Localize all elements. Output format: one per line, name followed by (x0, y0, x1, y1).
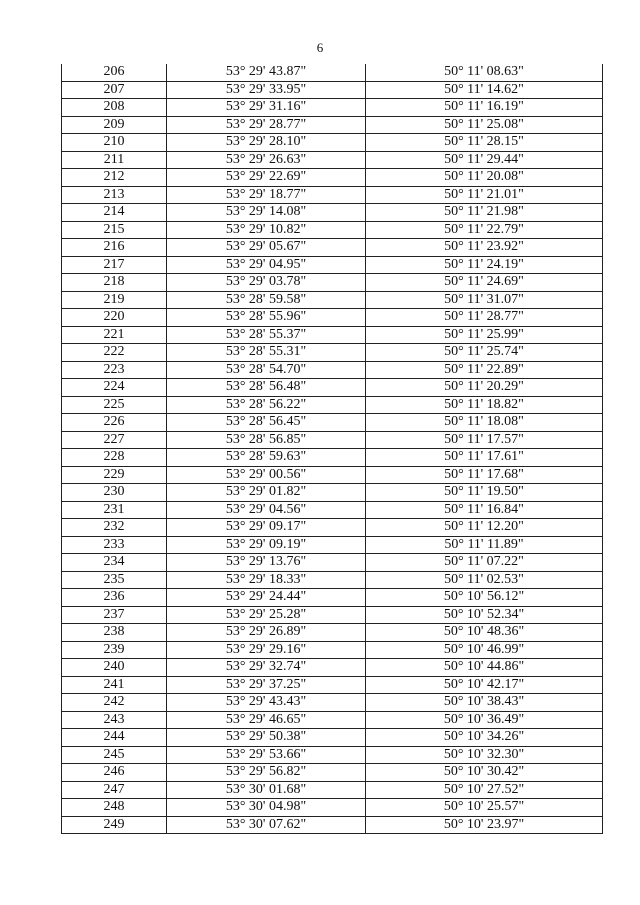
longitude-cell: 50° 11' 18.82" (366, 396, 603, 414)
longitude-cell: 50° 11' 21.98" (366, 204, 603, 222)
latitude-cell: 53° 29' 29.16" (167, 641, 366, 659)
longitude-cell: 50° 11' 28.77" (366, 309, 603, 327)
longitude-cell: 50° 11' 17.68" (366, 466, 603, 484)
latitude-cell: 53° 29' 09.19" (167, 536, 366, 554)
longitude-cell: 50° 11' 16.84" (366, 501, 603, 519)
latitude-cell: 53° 29' 04.95" (167, 256, 366, 274)
latitude-cell: 53° 29' 25.28" (167, 606, 366, 624)
point-number-cell: 225 (62, 396, 167, 414)
table-row (62, 484, 603, 502)
table-row (62, 309, 603, 327)
latitude-cell: 53° 29' 50.38" (167, 729, 366, 747)
latitude-cell: 53° 29' 26.89" (167, 624, 366, 642)
table-row (62, 816, 603, 834)
longitude-cell: 50° 10' 25.57" (366, 799, 603, 817)
longitude-cell: 50° 11' 29.44" (366, 151, 603, 169)
longitude-cell: 50° 11' 20.29" (366, 379, 603, 397)
point-number-cell: 245 (62, 746, 167, 764)
point-number-cell: 235 (62, 571, 167, 589)
longitude-cell: 50° 10' 23.97" (366, 816, 603, 834)
table-row (62, 746, 603, 764)
point-number-cell: 219 (62, 291, 167, 309)
latitude-cell: 53° 29' 18.77" (167, 186, 366, 204)
point-number-cell: 222 (62, 344, 167, 362)
table-row (62, 659, 603, 677)
latitude-cell: 53° 28' 55.31" (167, 344, 366, 362)
longitude-cell: 50° 10' 48.36" (366, 624, 603, 642)
table-row (62, 554, 603, 572)
point-number-cell: 223 (62, 361, 167, 379)
latitude-cell: 53° 29' 09.17" (167, 519, 366, 537)
latitude-cell: 53° 29' 22.69" (167, 169, 366, 187)
table-row (62, 151, 603, 169)
point-number-cell: 230 (62, 484, 167, 502)
table-row (62, 116, 603, 134)
longitude-cell: 50° 10' 42.17" (366, 676, 603, 694)
point-number-cell: 239 (62, 641, 167, 659)
table-row (62, 519, 603, 537)
page-number: 6 (316, 40, 324, 55)
point-number-cell: 247 (62, 781, 167, 799)
table-row (62, 361, 603, 379)
latitude-cell: 53° 28' 56.22" (167, 396, 366, 414)
longitude-cell: 50° 10' 34.26" (366, 729, 603, 747)
longitude-cell: 50° 10' 27.52" (366, 781, 603, 799)
longitude-cell: 50° 10' 38.43" (366, 694, 603, 712)
point-number-cell: 246 (62, 764, 167, 782)
table-row (62, 239, 603, 257)
point-number-cell: 208 (62, 99, 167, 117)
latitude-cell: 53° 29' 56.82" (167, 764, 366, 782)
point-number-cell: 213 (62, 186, 167, 204)
point-number-cell: 242 (62, 694, 167, 712)
longitude-cell: 50° 11' 17.61" (366, 449, 603, 467)
table-row (62, 589, 603, 607)
table-row (62, 641, 603, 659)
latitude-cell: 53° 29' 10.82" (167, 221, 366, 239)
longitude-cell: 50° 11' 19.50" (366, 484, 603, 502)
point-number-cell: 234 (62, 554, 167, 572)
coordinates-table (61, 64, 603, 834)
table-row (62, 571, 603, 589)
latitude-cell: 53° 29' 05.67" (167, 239, 366, 257)
latitude-cell: 53° 29' 01.82" (167, 484, 366, 502)
latitude-cell: 53° 28' 55.37" (167, 326, 366, 344)
point-number-cell: 231 (62, 501, 167, 519)
latitude-cell: 53° 28' 56.85" (167, 431, 366, 449)
coordinates-table-body (62, 64, 603, 834)
table-row (62, 134, 603, 152)
latitude-cell: 53° 29' 28.77" (167, 116, 366, 134)
latitude-cell: 53° 29' 24.44" (167, 589, 366, 607)
latitude-cell: 53° 30' 01.68" (167, 781, 366, 799)
point-number-cell: 207 (62, 81, 167, 99)
table-row (62, 204, 603, 222)
table-row (62, 431, 603, 449)
table-row (62, 344, 603, 362)
table-row (62, 396, 603, 414)
latitude-cell: 53° 29' 13.76" (167, 554, 366, 572)
point-number-cell: 226 (62, 414, 167, 432)
point-number-cell: 237 (62, 606, 167, 624)
point-number-cell: 215 (62, 221, 167, 239)
table-row (62, 291, 603, 309)
table-row (62, 99, 603, 117)
point-number-cell: 221 (62, 326, 167, 344)
latitude-cell: 53° 29' 00.56" (167, 466, 366, 484)
point-number-cell: 220 (62, 309, 167, 327)
point-number-cell: 236 (62, 589, 167, 607)
latitude-cell: 53° 29' 43.43" (167, 694, 366, 712)
point-number-cell: 232 (62, 519, 167, 537)
latitude-cell: 53° 28' 55.96" (167, 309, 366, 327)
latitude-cell: 53° 29' 31.16" (167, 99, 366, 117)
point-number-cell: 227 (62, 431, 167, 449)
longitude-cell: 50° 11' 25.08" (366, 116, 603, 134)
table-row (62, 764, 603, 782)
point-number-cell: 243 (62, 711, 167, 729)
latitude-cell: 53° 28' 56.48" (167, 379, 366, 397)
longitude-cell: 50° 11' 08.63" (366, 64, 603, 81)
point-number-cell: 214 (62, 204, 167, 222)
point-number-cell: 228 (62, 449, 167, 467)
table-row (62, 221, 603, 239)
longitude-cell: 50° 11' 25.74" (366, 344, 603, 362)
longitude-cell: 50° 10' 52.34" (366, 606, 603, 624)
latitude-cell: 53° 29' 14.08" (167, 204, 366, 222)
longitude-cell: 50° 11' 16.19" (366, 99, 603, 117)
point-number-cell: 211 (62, 151, 167, 169)
table-row (62, 799, 603, 817)
table-row (62, 466, 603, 484)
table-row (62, 449, 603, 467)
latitude-cell: 53° 29' 32.74" (167, 659, 366, 677)
longitude-cell: 50° 11' 21.01" (366, 186, 603, 204)
latitude-cell: 53° 29' 04.56" (167, 501, 366, 519)
point-number-cell: 217 (62, 256, 167, 274)
latitude-cell: 53° 29' 46.65" (167, 711, 366, 729)
latitude-cell: 53° 28' 59.58" (167, 291, 366, 309)
latitude-cell: 53° 29' 33.95" (167, 81, 366, 99)
point-number-cell: 224 (62, 379, 167, 397)
longitude-cell: 50° 11' 22.79" (366, 221, 603, 239)
latitude-cell: 53° 29' 03.78" (167, 274, 366, 292)
longitude-cell: 50° 10' 56.12" (366, 589, 603, 607)
longitude-cell: 50° 11' 07.22" (366, 554, 603, 572)
point-number-cell: 206 (62, 64, 167, 81)
point-number-cell: 238 (62, 624, 167, 642)
point-number-cell: 212 (62, 169, 167, 187)
table-row (62, 501, 603, 519)
table-row (62, 64, 603, 81)
latitude-cell: 53° 29' 18.33" (167, 571, 366, 589)
longitude-cell: 50° 10' 44.86" (366, 659, 603, 677)
point-number-cell: 244 (62, 729, 167, 747)
latitude-cell: 53° 28' 54.70" (167, 361, 366, 379)
latitude-cell: 53° 29' 43.87" (167, 64, 366, 81)
table-row (62, 624, 603, 642)
longitude-cell: 50° 10' 32.30" (366, 746, 603, 764)
latitude-cell: 53° 29' 37.25" (167, 676, 366, 694)
longitude-cell: 50° 10' 36.49" (366, 711, 603, 729)
table-row (62, 711, 603, 729)
longitude-cell: 50° 10' 30.42" (366, 764, 603, 782)
table-row (62, 694, 603, 712)
point-number-cell: 210 (62, 134, 167, 152)
longitude-cell: 50° 11' 24.19" (366, 256, 603, 274)
longitude-cell: 50° 10' 46.99" (366, 641, 603, 659)
table-row (62, 186, 603, 204)
latitude-cell: 53° 29' 53.66" (167, 746, 366, 764)
longitude-cell: 50° 11' 24.69" (366, 274, 603, 292)
longitude-cell: 50° 11' 14.62" (366, 81, 603, 99)
latitude-cell: 53° 28' 56.45" (167, 414, 366, 432)
table-row (62, 256, 603, 274)
longitude-cell: 50° 11' 18.08" (366, 414, 603, 432)
longitude-cell: 50° 11' 17.57" (366, 431, 603, 449)
latitude-cell: 53° 29' 28.10" (167, 134, 366, 152)
longitude-cell: 50° 11' 20.08" (366, 169, 603, 187)
table-row (62, 729, 603, 747)
point-number-cell: 229 (62, 466, 167, 484)
table-row (62, 606, 603, 624)
point-number-cell: 240 (62, 659, 167, 677)
longitude-cell: 50° 11' 28.15" (366, 134, 603, 152)
point-number-cell: 248 (62, 799, 167, 817)
table-row (62, 169, 603, 187)
latitude-cell: 53° 29' 26.63" (167, 151, 366, 169)
longitude-cell: 50° 11' 31.07" (366, 291, 603, 309)
point-number-cell: 209 (62, 116, 167, 134)
table-row (62, 379, 603, 397)
longitude-cell: 50° 11' 23.92" (366, 239, 603, 257)
longitude-cell: 50° 11' 02.53" (366, 571, 603, 589)
point-number-cell: 249 (62, 816, 167, 834)
latitude-cell: 53° 30' 07.62" (167, 816, 366, 834)
latitude-cell: 53° 30' 04.98" (167, 799, 366, 817)
table-row (62, 536, 603, 554)
point-number-cell: 218 (62, 274, 167, 292)
table-row (62, 676, 603, 694)
table-row (62, 326, 603, 344)
longitude-cell: 50° 11' 25.99" (366, 326, 603, 344)
longitude-cell: 50° 11' 22.89" (366, 361, 603, 379)
point-number-cell: 216 (62, 239, 167, 257)
longitude-cell: 50° 11' 12.20" (366, 519, 603, 537)
table-row (62, 414, 603, 432)
latitude-cell: 53° 28' 59.63" (167, 449, 366, 467)
table-row (62, 81, 603, 99)
point-number-cell: 233 (62, 536, 167, 554)
table-row (62, 781, 603, 799)
longitude-cell: 50° 11' 11.89" (366, 536, 603, 554)
point-number-cell: 241 (62, 676, 167, 694)
table-row (62, 274, 603, 292)
